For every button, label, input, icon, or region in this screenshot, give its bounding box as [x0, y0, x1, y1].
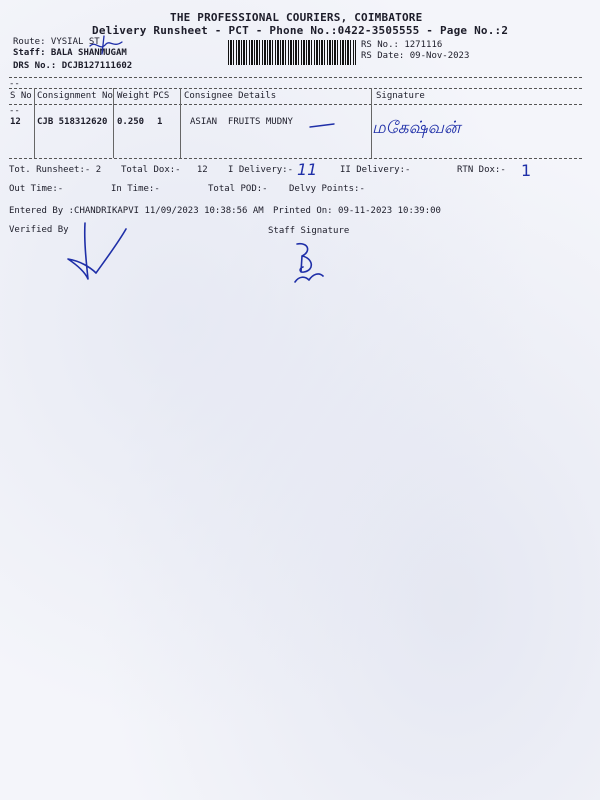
out-time: Out Time:- [9, 184, 64, 194]
ink-scribble [86, 30, 128, 60]
row-consignee: ASIAN FRUITS MUDNY [190, 117, 293, 127]
row-pcs: 1 [157, 117, 163, 127]
verified-by-label: Verified By [9, 225, 69, 235]
col-header-signature: Signature [376, 91, 425, 101]
i-delivery-handwritten: 11 [297, 160, 318, 179]
col-header-weight: Weight [117, 91, 150, 101]
col-header-sno: S No [10, 91, 32, 101]
pen-stroke [300, 120, 340, 132]
total-pod: Total POD:- [208, 184, 268, 194]
recipient-signature: மகேஷ்வன் [372, 118, 461, 138]
entered-by: Entered By :CHANDRIKAPVI 11/09/2023 10:38:56 AM [9, 206, 264, 216]
verifier-signature [60, 215, 135, 285]
row-sno: 12 [10, 117, 21, 127]
divider [9, 88, 582, 89]
staff-signature-label: Staff Signature [268, 226, 350, 236]
rs-date: RS Date: 09-Nov-2023 [361, 51, 470, 61]
col-header-consignment: Consignment No [37, 91, 113, 101]
rs-number: RS No.: 1271116 [361, 40, 443, 50]
barcode [228, 40, 356, 65]
in-time: In Time:- [111, 184, 160, 194]
column-divider [113, 88, 114, 158]
printed-on: Printed On: 09-11-2023 10:39:00 [273, 206, 441, 216]
dash-marks: -- [9, 79, 20, 89]
staff-signature [287, 238, 329, 288]
divider [9, 77, 582, 78]
total-dox: Total Dox:- 12 [121, 165, 208, 175]
route-label: Route: VYSIAL ST [13, 37, 100, 47]
drs-number: DRS No.: DCJB127111602 [13, 61, 133, 71]
delvy-points: Delvy Points:- [289, 184, 365, 194]
ii-delivery: II Delivery:- [340, 165, 411, 175]
staff-label: Staff: BALA SHANMUGAM [13, 48, 127, 58]
i-delivery: I Delivery:- [228, 165, 294, 175]
runsheet-subtitle: Delivery Runsheet - PCT - Phone No.:0422-3505555 - Page No.:2 [92, 24, 509, 37]
rtn-dox: RTN Dox:- [457, 165, 506, 175]
col-header-pcs: PCS [153, 91, 170, 101]
divider [9, 104, 582, 105]
rtn-dox-handwritten: 1 [521, 161, 532, 180]
dash-marks: -- [9, 106, 20, 116]
column-divider [180, 88, 181, 158]
tot-runsheet: Tot. Runsheet:- 2 [9, 165, 102, 175]
company-name: THE PROFESSIONAL COURIERS, COIMBATORE [170, 11, 423, 24]
column-divider [34, 88, 35, 158]
col-header-consignee: Consignee Details [184, 91, 277, 101]
divider [9, 158, 582, 159]
row-weight: 0.250 [117, 117, 145, 127]
row-consignment: CJB 518312620 [37, 117, 108, 127]
